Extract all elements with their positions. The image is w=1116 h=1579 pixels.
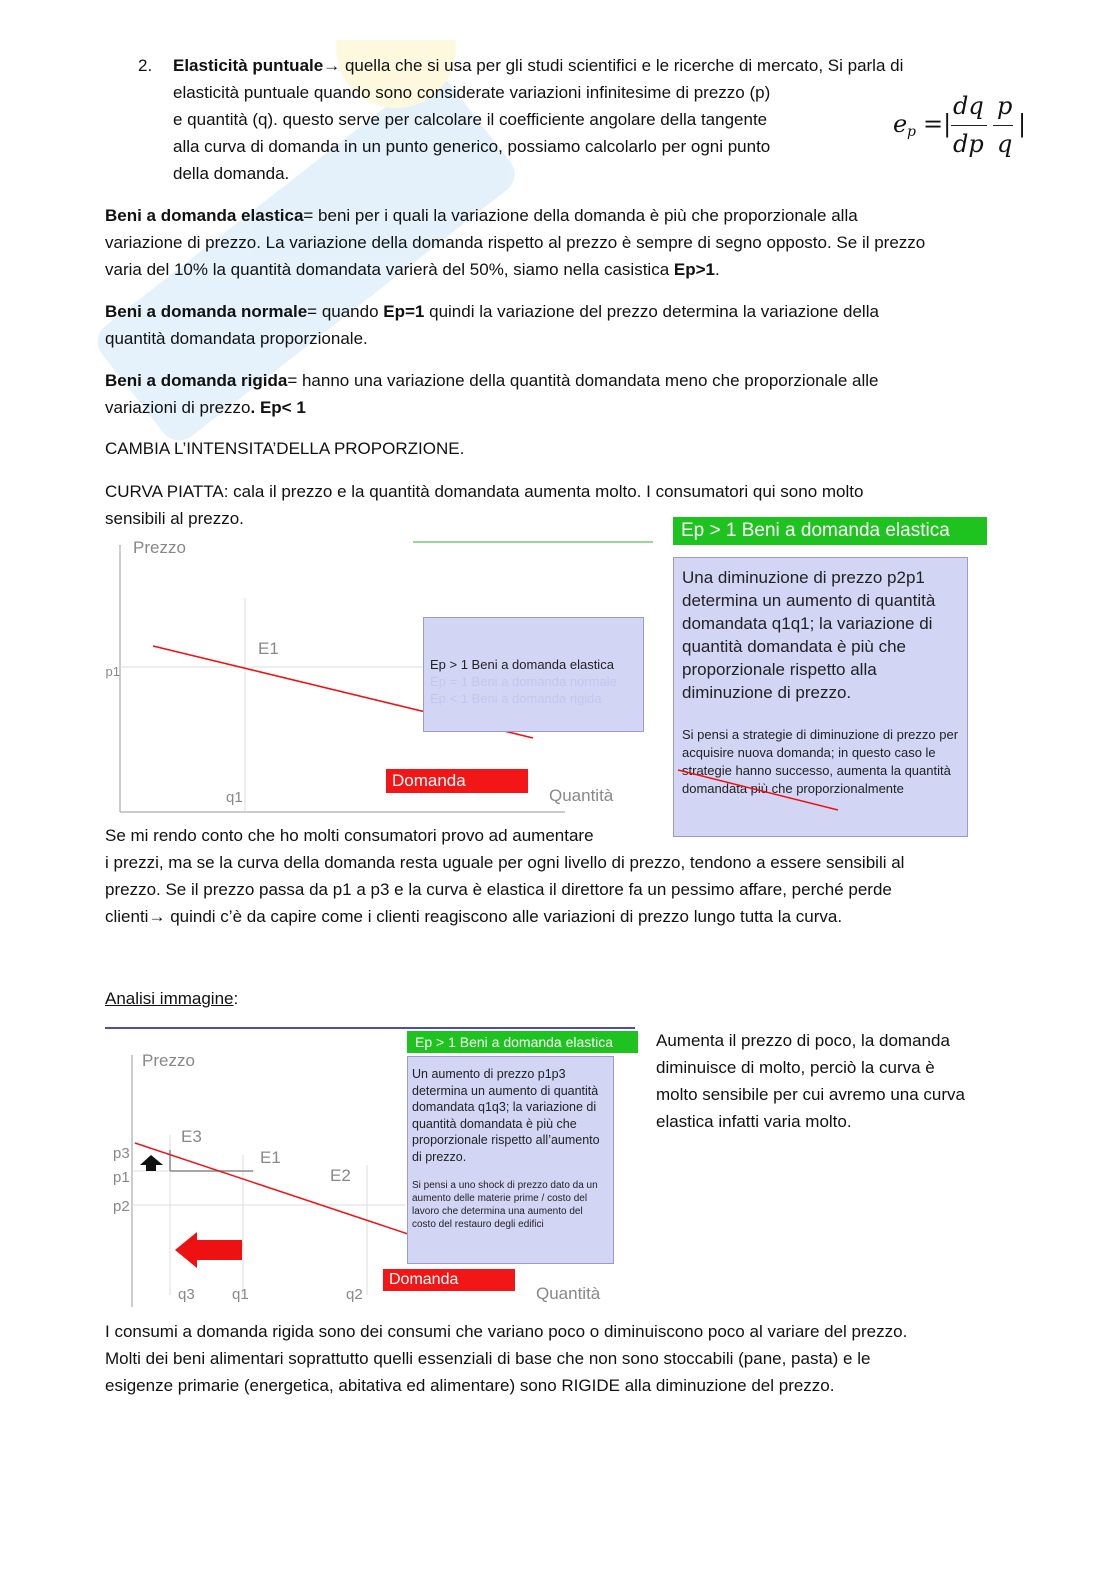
rigidi-line-3: esigenze primarie (energetica, abitativa ed alimentare) sono RIGIDE alla diminuzione del prezzo. (105, 1376, 835, 1395)
legend-item-rigida: Ep < 1 Beni a domanda rigida (430, 691, 602, 706)
chart1-p-tick: p1 (105, 664, 120, 679)
chart2-q2-tick: q2 (346, 1286, 363, 1303)
after-chart1-line-2: i prezzi, ma se la curva della domanda resta uguale per ogni livello di prezzo, tendono a essere sensibili al (105, 853, 905, 872)
elastica-paragraph-line-3: varia del 10% la quantità domandata varierà del 50%, siamo nella casistica Ep>1. (105, 260, 720, 279)
list-item-line-3: e quantità (q). questo serve per calcolare il coefficiente angolare della tangente (173, 110, 768, 129)
chart2-x-label: Quantità (536, 1284, 601, 1303)
chart2-box-main: Un aumento di prezzo p1p3 determina un aumento di quantità domandata q1q3; la variazione di quantità domandata è più che proporzionale rispetto all’aumento di prezzo. (412, 1067, 600, 1164)
chart1-box-strike (673, 760, 873, 820)
chart2-p1-tick: p1 (113, 1169, 130, 1186)
rigida-paragraph-line-2: variazioni di prezzo. Ep< 1 (105, 398, 306, 417)
chart1-header: Ep > 1 Beni a domanda elastica (673, 517, 987, 545)
after-chart1-line-3: prezzo. Se il prezzo passa da p1 a p3 e la curva è elastica il direttore fa un pessimo affare, perché perde (105, 880, 892, 899)
legend-item-elastica: Ep > 1 Beni a domanda elastica (430, 657, 614, 672)
chart1-q-tick: q1 (226, 789, 243, 806)
list-number: 2. (138, 56, 153, 75)
aumenta-line-4: elastica infatti varia molto. (656, 1112, 852, 1131)
chart2-p2-tick: p2 (113, 1198, 130, 1215)
after-chart1-line-4: clienti→ quindi c’è da capire come i clienti reagiscono alle variazioni di prezzo lungo tutta la curva. (105, 907, 843, 926)
chart2-curve-label: Domanda (383, 1269, 515, 1291)
aumenta-line-2: diminuisce di molto, perciò la curva è (656, 1058, 935, 1077)
elastica-paragraph-line-2: variazione di prezzo. La variazione della domanda rispetto al prezzo è sempre di segno opposto. Se il prezzo (105, 233, 926, 252)
chart2-p3-tick: p3 (113, 1145, 130, 1162)
rigidi-line-1: I consumi a domanda rigida sono dei consumi che variano poco o diminuiscono poco al variare del prezzo. (105, 1322, 908, 1341)
chart1-curve-label: Domanda (386, 769, 528, 793)
chart2-point-e3: E3 (181, 1127, 202, 1146)
list-item-line-2: elasticità puntuale quando sono considerate variazioni infinitesime di prezzo (p) (173, 83, 771, 102)
chart2-box-small: Si pensi a uno shock di prezzo dato da un aumento delle materie prime / costo del lavoro che determina una aumento del costo del restauro degli edifici (412, 1180, 598, 1230)
chart2-y-label: Prezzo (142, 1051, 195, 1070)
chart2-point-e1: E1 (260, 1148, 281, 1167)
chart1-x-label: Quantità (549, 786, 614, 805)
list-item-line-5: della domanda. (173, 164, 290, 183)
aumenta-line-3: molto sensibile per cui avremo una curva (656, 1085, 965, 1104)
chart1-box-small: Si pensi a strategie di diminuzione di prezzo per acquisire nuova domanda; in questo caso le strategie hanno successo, aumenta la quantità domandata più che proporzionalmente (682, 727, 959, 796)
left-arrow-icon (175, 1232, 242, 1268)
chart2-demand-line (135, 1143, 435, 1243)
chart1-point-e1: E1 (258, 639, 279, 658)
rigidi-line-2: Molti dei beni alimentari soprattutto quelli essenziali di base che non sono stoccabili (pane, pasta) e le (105, 1349, 871, 1368)
aumenta-line-1: Aumenta il prezzo di poco, la domanda (656, 1031, 950, 1050)
chart2-q3-tick: q3 (178, 1286, 195, 1303)
rigida-paragraph-line-1: Beni a domanda rigida= hanno una variazione della quantità domandata meno che proporzionale alle (105, 371, 879, 390)
normale-paragraph-line-1: Beni a domanda normale= quando Ep=1 quindi la variazione del prezzo determina la variazione della (105, 302, 879, 321)
chart2-header: Ep > 1 Beni a domanda elastica (407, 1031, 638, 1053)
chart1-box-main: Una diminuzione di prezzo p2p1 determina un aumento di quantità domandata q1q1; la variazione di quantità domandata è più che proporzionale rispetto alla diminuzione di prezzo. (682, 568, 936, 702)
after-chart1-line-1: Se mi rendo conto che ho molti consumatori provo ad aumentare (105, 826, 594, 845)
analisi-heading: Analisi immagine: (105, 989, 239, 1008)
list-item-line-1: Elasticità puntuale→ quella che si usa per gli studi scientifici e le ricerche di mercato, Si parla di (173, 56, 904, 75)
cambia-heading: CAMBIA L’INTENSITA’DELLA PROPORZIONE. (105, 439, 465, 458)
curva-piatta-line-1: CURVA PIATTA: cala il prezzo e la quantità domandata aumenta molto. I consumatori qui sono molto (105, 482, 864, 501)
chart2-q1-tick: q1 (232, 1286, 249, 1303)
legend-item-normale: Ep = 1 Beni a domanda normale (430, 674, 617, 689)
up-arrow-icon (140, 1155, 163, 1171)
elastica-paragraph-line-1: Beni a domanda elastica= beni per i quali la variazione della domanda è più che proporzionale alla (105, 206, 858, 225)
chart2-explanation-box (407, 1056, 614, 1264)
elasticity-formula: e p =| dq dp p q | (893, 92, 1027, 158)
chart1-legend (423, 617, 644, 732)
list-item-line-4: alla curva di domanda in un punto generico, possiamo calcolarlo per ogni punto (173, 137, 771, 156)
chart1-y-label: Prezzo (133, 538, 186, 557)
normale-paragraph-line-2: quantità domandata proporzionale. (105, 329, 368, 348)
curva-piatta-line-2: sensibili al prezzo. (105, 509, 244, 528)
chart2-point-e2: E2 (330, 1166, 351, 1185)
